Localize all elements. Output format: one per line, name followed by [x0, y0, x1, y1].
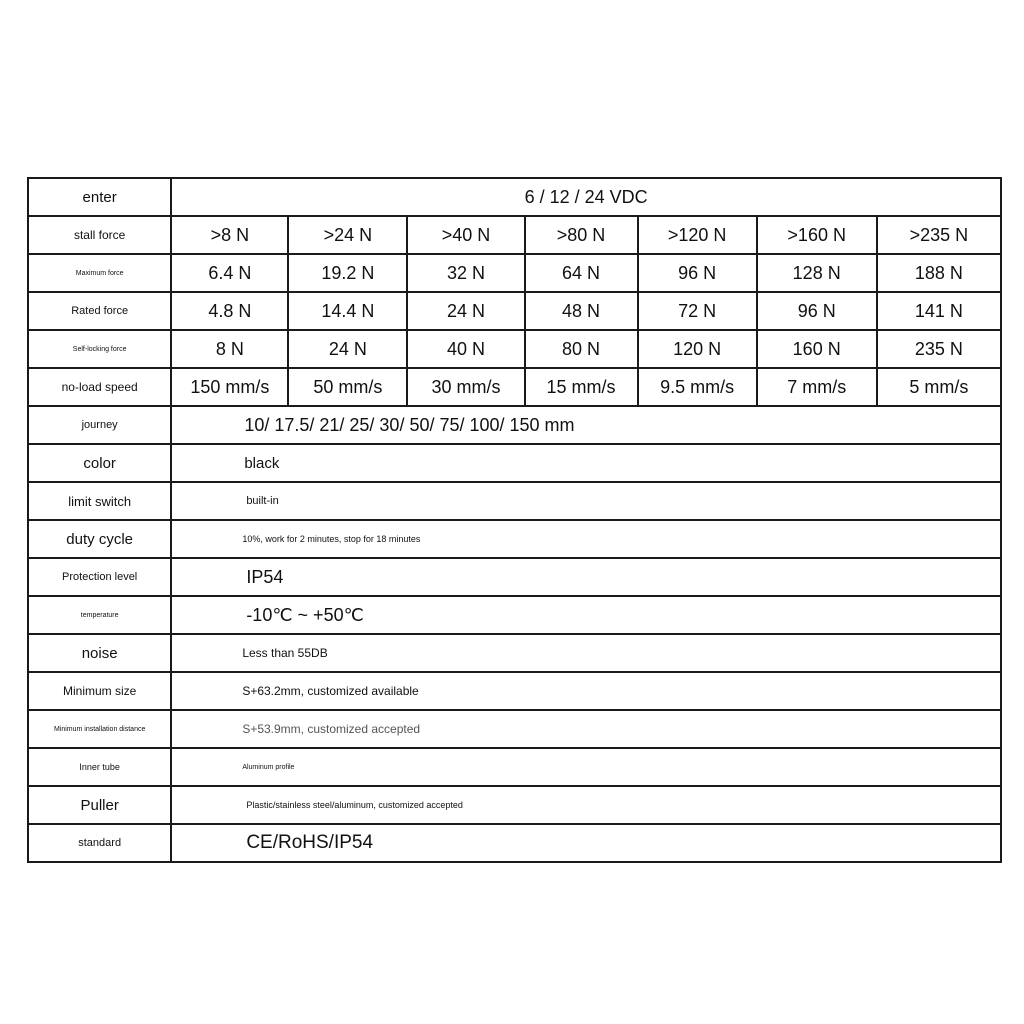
table-row: [28, 216, 1001, 254]
row-label: journey: [28, 406, 171, 444]
table-cell: 6.4 N: [171, 254, 288, 292]
table-row: [28, 558, 1001, 596]
row-value: black: [171, 444, 1001, 482]
table-cell: 24 N: [288, 330, 407, 368]
row-label: limit switch: [28, 482, 171, 520]
table-cell: 141 N: [877, 292, 1001, 330]
table-cell: 96 N: [638, 254, 757, 292]
row-label: Rated force: [28, 292, 171, 330]
spec-table: [27, 177, 1002, 863]
row-label: color: [28, 444, 171, 482]
table-row: [28, 824, 1001, 862]
table-row: [28, 634, 1001, 672]
row-label: Maximum force: [28, 254, 171, 292]
table-cell: >80 N: [525, 216, 638, 254]
table-cell: >40 N: [407, 216, 524, 254]
table-row: [28, 520, 1001, 558]
table-row: [28, 596, 1001, 634]
table-cell: 4.8 N: [171, 292, 288, 330]
table-cell: 30 mm/s: [407, 368, 524, 406]
table-cell: 8 N: [171, 330, 288, 368]
row-value: S+53.9mm, customized accepted: [171, 710, 1001, 748]
table-cell: 80 N: [525, 330, 638, 368]
row-label: Protection level: [28, 558, 171, 596]
table-row: [28, 330, 1001, 368]
row-label: Minimum size: [28, 672, 171, 710]
row-label: temperature: [28, 596, 171, 634]
row-value: 10/ 17.5/ 21/ 25/ 30/ 50/ 75/ 100/ 150 mm: [171, 406, 1001, 444]
table-cell: 9.5 mm/s: [638, 368, 757, 406]
row-value: Less than 55DB: [171, 634, 1001, 672]
table-cell: 5 mm/s: [877, 368, 1001, 406]
table-row: [28, 292, 1001, 330]
table-cell: 128 N: [757, 254, 877, 292]
table-cell: >8 N: [171, 216, 288, 254]
table-cell: >160 N: [757, 216, 877, 254]
row-label: Inner tube: [28, 748, 171, 786]
table-row: [28, 710, 1001, 748]
table-cell: 32 N: [407, 254, 524, 292]
table-row: [28, 178, 1001, 216]
table-cell: 48 N: [525, 292, 638, 330]
table-cell: 50 mm/s: [288, 368, 407, 406]
table-cell: 188 N: [877, 254, 1001, 292]
table-cell: 120 N: [638, 330, 757, 368]
table-cell: 72 N: [638, 292, 757, 330]
table-row: [28, 482, 1001, 520]
table-cell: 15 mm/s: [525, 368, 638, 406]
row-label: enter: [28, 178, 171, 216]
table-cell: 96 N: [757, 292, 877, 330]
table-cell: 19.2 N: [288, 254, 407, 292]
row-label: standard: [28, 824, 171, 862]
row-label: Puller: [28, 786, 171, 824]
table-cell: 14.4 N: [288, 292, 407, 330]
table-cell: 150 mm/s: [171, 368, 288, 406]
row-value: -10℃ ~ +50℃: [171, 596, 1001, 634]
row-value: CE/RoHS/IP54: [171, 824, 1001, 862]
table-row: [28, 444, 1001, 482]
table-cell: >120 N: [638, 216, 757, 254]
table-cell: 7 mm/s: [757, 368, 877, 406]
table-cell: >235 N: [877, 216, 1001, 254]
row-value: Aluminum profile: [171, 748, 1001, 786]
row-label: Self-locking force: [28, 330, 171, 368]
table-cell: 235 N: [877, 330, 1001, 368]
row-label: duty cycle: [28, 520, 171, 558]
table-row: [28, 748, 1001, 786]
table-row: [28, 786, 1001, 824]
table-cell: 64 N: [525, 254, 638, 292]
row-value: built-in: [171, 482, 1001, 520]
table-row: [28, 254, 1001, 292]
table-row: [28, 368, 1001, 406]
row-value: IP54: [171, 558, 1001, 596]
row-value: S+63.2mm, customized available: [171, 672, 1001, 710]
table-cell: >24 N: [288, 216, 407, 254]
row-label: Minimum installation distance: [28, 710, 171, 748]
row-label: stall force: [28, 216, 171, 254]
table-cell: 160 N: [757, 330, 877, 368]
table-row: [28, 672, 1001, 710]
table-cell: 40 N: [407, 330, 524, 368]
table-cell: 24 N: [407, 292, 524, 330]
row-label: noise: [28, 634, 171, 672]
row-value: 10%, work for 2 minutes, stop for 18 minutes: [171, 520, 1001, 558]
row-label: no-load speed: [28, 368, 171, 406]
row-value: Plastic/stainless steel/aluminum, customized accepted: [171, 786, 1001, 824]
row-value: 6 / 12 / 24 VDC: [171, 178, 1001, 216]
table-row: [28, 406, 1001, 444]
